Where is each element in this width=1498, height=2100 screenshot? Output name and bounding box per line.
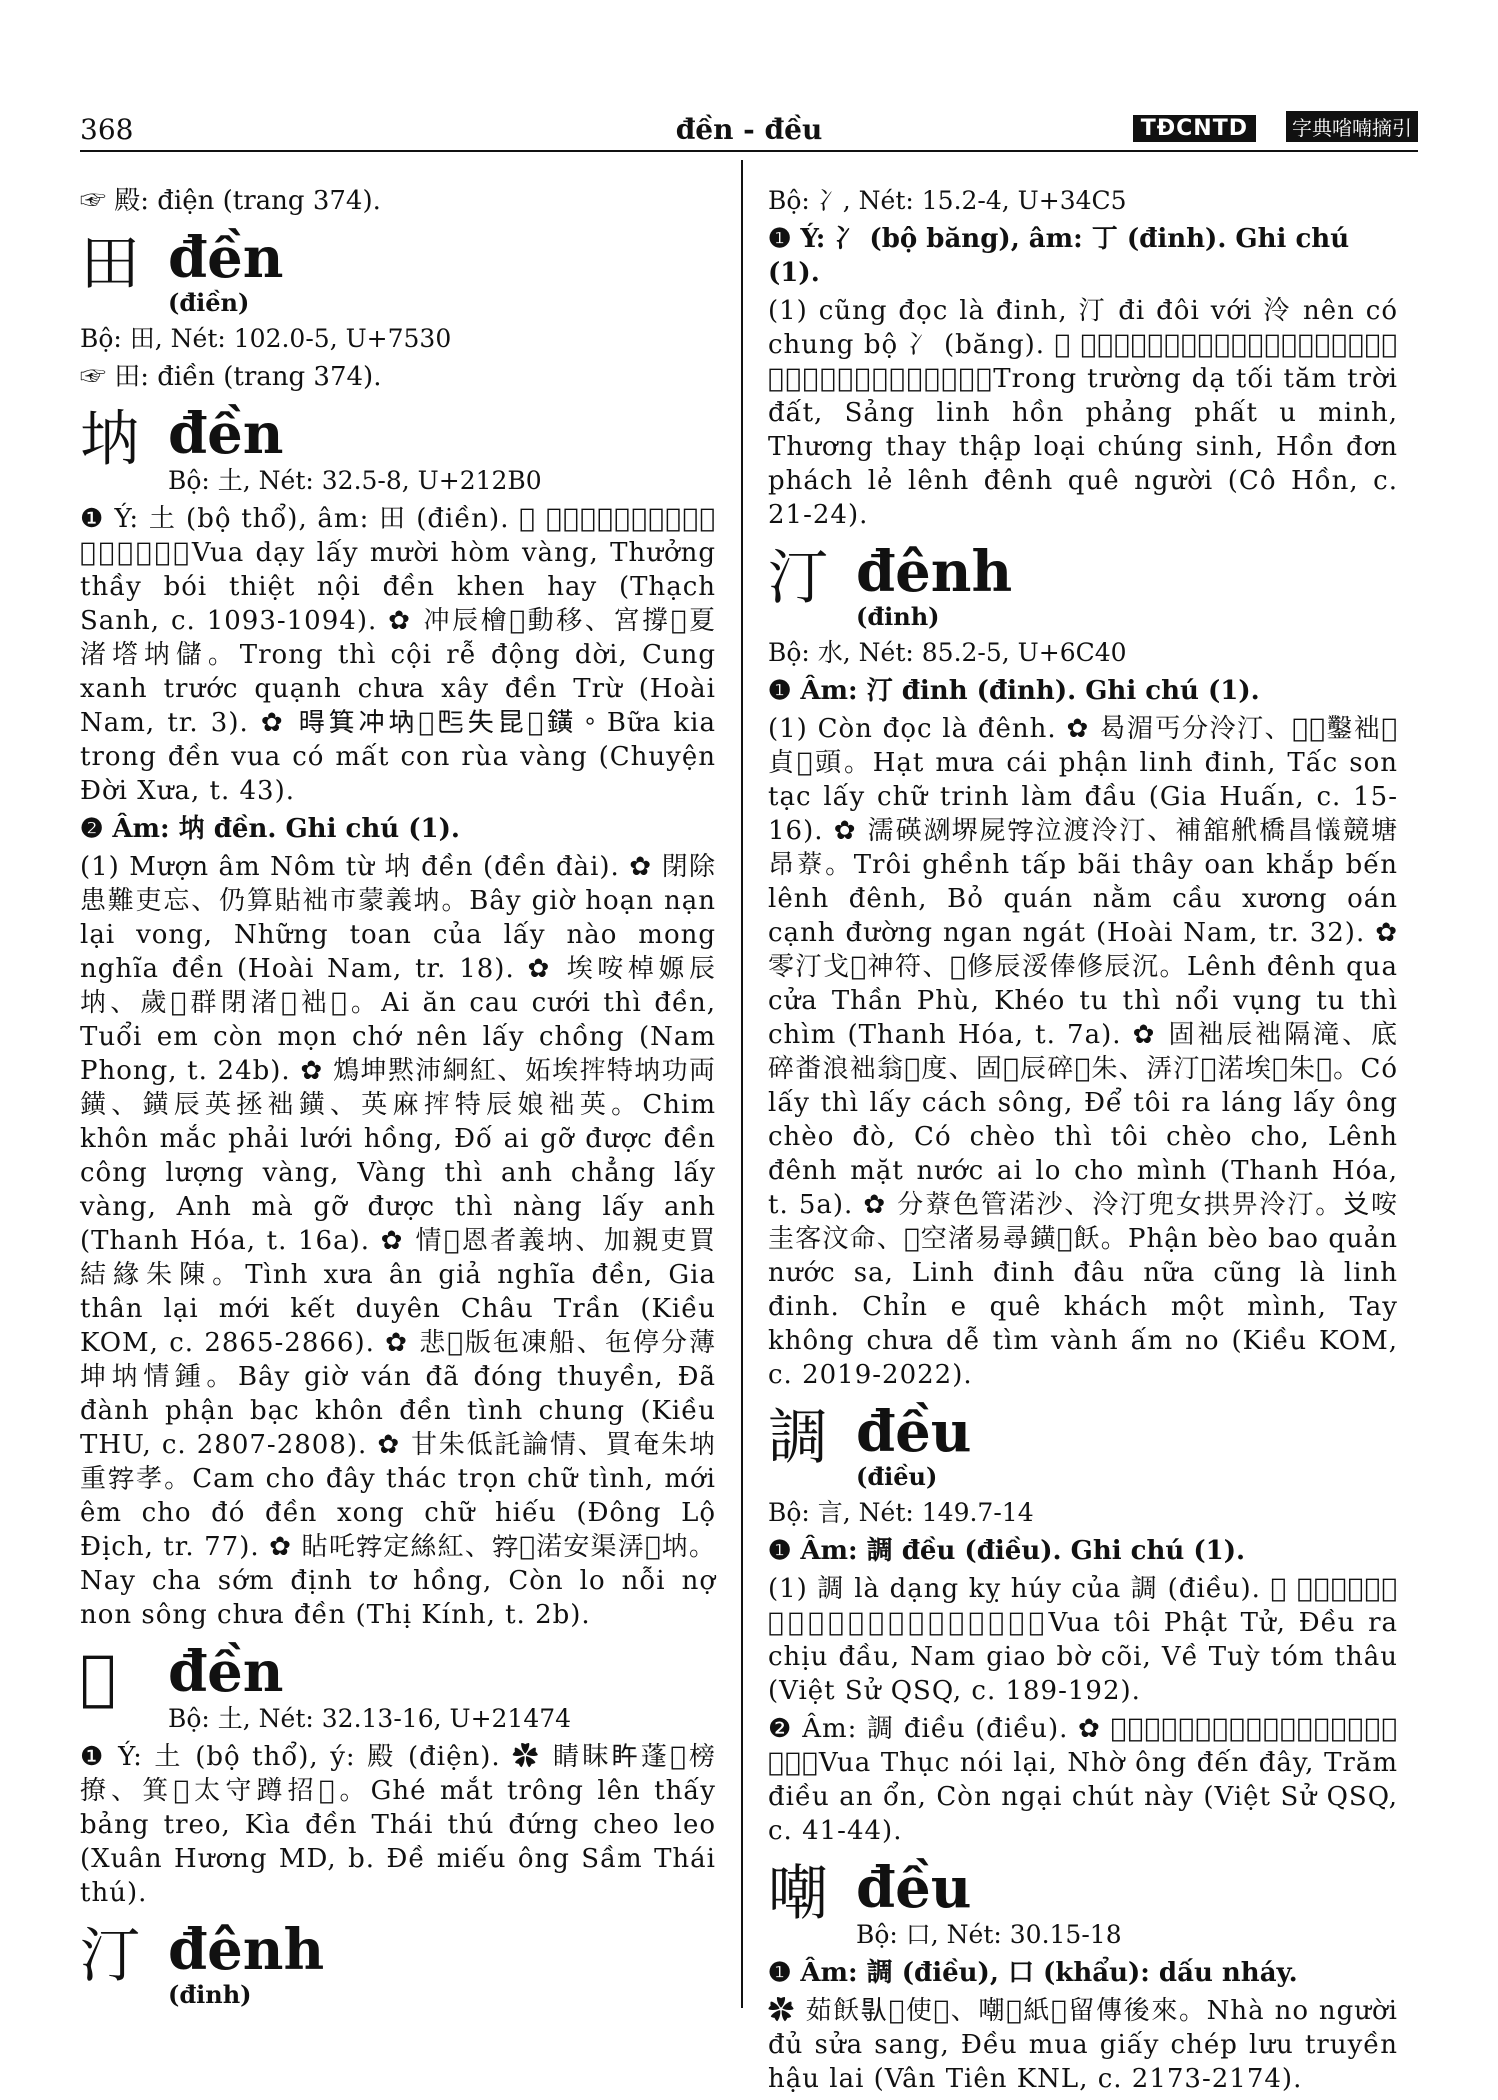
running-title: đền - đều: [675, 113, 823, 146]
left-column: [80, 184, 716, 2014]
radical-info: Bộ: 言, Nét: 149.7-14: [768, 1498, 1034, 1527]
headword: đền: [168, 1639, 284, 1705]
headword: đênh: [856, 539, 1013, 605]
entry-heading: [80, 225, 716, 318]
entry-heading: [80, 401, 716, 498]
cross-reference: ☞ 田: điền (trang 374).: [80, 362, 382, 392]
publisher-logo: TĐCNTD: [1133, 115, 1256, 142]
sense-1-heading: ❶ Âm: 調 (điều), 口 (khẩu): dấu nháy.: [768, 1958, 1298, 1988]
headword-reading: (đinh): [856, 602, 940, 631]
headword-reading: (điều): [856, 1462, 938, 1491]
entry-heading: [768, 1855, 1398, 1952]
right-column: [768, 184, 1398, 2100]
entry-heading: [80, 1639, 716, 1736]
head-character: 田: [80, 229, 140, 299]
radical-info: Bộ: 土, Nét: 32.13-16, U+21474: [168, 1704, 572, 1733]
sense-1: ❶ Ý: 土 (bộ thổ), âm: 田 (điền). ✿ 𢬣𠰍袦𨕭𠄼鐄、賞柴𨁪實內㘨𠯹台。Vua dạy lấy mười hòm vàng, Thưởng thầy bói thiệt nội đền khen hay (Thạch Sanh, c. 1093-1094). ✿ 冲辰檜𣘈動移、宮撐𥾽夏渚㙮㘨儲。Trong thì cội rễ động dời, Cung xanh trước quạnh chưa xây đền Trừ (Hoài Nam, tr. 3). ✿ 𣈜箕冲㘨𢬣𠀧失昆𪛇鐄。Bữa kia trong đền vua có mất con rùa vàng (Chuyện Đời Xưa, t. 43).: [80, 504, 716, 806]
dictionary-logo: 字典㗂喃摘引: [1286, 111, 1418, 142]
headword: đền: [168, 401, 284, 467]
entry-heading: [768, 1399, 1398, 1492]
radical-info: Bộ: 田, Nét: 102.0-5, U+7530: [80, 324, 452, 353]
headword: đênh: [168, 1917, 325, 1983]
headword-reading: (đinh): [168, 1980, 252, 2009]
sense-1: ✿ 茹飫𠊛𠹾使𨔈、嘲𧵑紙𢪀留傳後來。Nhà no người đủ sửa sang, Đều mua giấy chép lưu truyền hậu lai (Vân Tiên KNL, c. 2173-2174).: [768, 1996, 1398, 2094]
head-character: 㘨: [80, 405, 140, 475]
cross-reference: ☞ 殿: điện (trang 374).: [80, 186, 381, 216]
sense-1: ❶ Ý: 土 (bộ thổ), ý: 殿 (điện). ✿ 睛眜𥄭蓬𧡊榜撩、箕𡐙太守蹲招𧿆。Ghé mắt trông lên thấy bảng treo, Kìa đền Thái thú đứng cheo leo (Xuân Hương MD, b. Đề miếu ông Sầm Thái thú).: [80, 1742, 716, 1908]
radical-info: Bộ: 水, Nét: 85.2-5, U+6C40: [768, 638, 1127, 667]
headword-reading: (điền): [168, 288, 250, 317]
page-number: 368: [80, 113, 134, 146]
sense-1-heading: ❶ Ý: 冫 (bộ băng), âm: 丁 (đinh). Ghi chú (1).: [768, 224, 1350, 288]
radical-info: Bộ: 土, Nét: 32.5-8, U+212B0: [168, 466, 542, 495]
entry-heading: [768, 539, 1398, 632]
sense-2: (1) Mượn âm Nôm từ 㘨 đền (đền đài). ✿ 閉除患難吏忘、仍算貼袦市蒙義㘨。Bây giờ hoạn nạn lại vong, Những toan của lấy nào mong nghĩa đền (Hoài Nam, tr. 18). ✿ 埃咹棹嫄辰㘨、歲𡛔群閉渚𤵺袦𡥵。Ai ăn cau cưới thì đền, Tuổi em còn mọn chớ nên lấy chồng (Nam Phong, t. 24b). ✿ 鴆坤黙沛絅紅、妬埃𢭂特㘨功両鐄、鐄辰英拯袦鐄、英麻𢭂特辰娘袦英。Chim khôn mắc phải lưới hồng, Đố ai gỡ được đền công lượng vàng, Vàng thì anh chẳng lấy vàng, Anh mà gỡ được thì nàng lấy anh (Thanh Hóa, t. 16a). ✿ 情𠸗恩者義㘨、加親吏買結緣朱陳。Tình xưa ân giả nghĩa đền, Gia thân lại mới kết duyên Châu Trần (Kiều KOM, c. 2865-2866). ✿ 悲𣇞版㐌凍船、㐌停分薄坤㘨情鍾。Bây giờ ván đã đóng thuyền, Đã đành phận bạc khôn đền tình chung (Kiều THU, c. 2807-2808). ✿ 甘朱低託論情、買奄朱㘨重𡦂孝。Cam cho đây thác trọn chữ tình, mới êm cho đó đền xong chữ hiếu (Đông Lộ Địch, tr. 77). ✿ 䀡吒𡦂定絲紅、𡦂𢚸渃安渠㳥𡗶㘨。Nay cha sớm định tơ hồng, Còn lo nỗi nợ non sông chưa đền (Thị Kính, t. 2b).: [80, 852, 716, 1630]
sense-1-heading: ❶ Âm: 調 đều (điều). Ghi chú (1).: [768, 1536, 1246, 1566]
head-character: 嘲: [768, 1859, 828, 1929]
headword: đều: [856, 1399, 972, 1465]
head-character: 𡐙: [80, 1643, 117, 1713]
radical-info: Bộ: 口, Nét: 30.15-18: [856, 1920, 1122, 1949]
sense-1: (1) Còn đọc là đênh. ✿ 曷湄丐分泠汀、𦲿𦀼鑿袦𡨹貞𡗉頭。Hạt mưa cái phận linh đinh, Tấc son tạc lấy chữ trinh làm đầu (Gia Huấn, c. 15-16). ✿ 濡碤𣸠堺屍𡨸泣渡泠汀、補舘𦨮橋昌𢣂競塘昂𦼔。Trôi ghềnh tấp bãi thây oan khắp bến lênh đênh, Bỏ quán nằm cầu xương oán cạnh đường ngan ngát (Hoài Nam, tr. 32). ✿ 零汀戈𦋦神符、𥪝修辰浽俸修辰沉。Lênh đênh qua cửa Thần Phù, Khéo tu thì nổi vụng tu thì chìm (Thanh Hóa, t. 7a). ✿ 固袦辰袦隔滝、底碎畨浪袦翁𢭮度、固𢭮辰碎𢭮朱、㳥汀𩈘渃埃𢚸朱𨉓。Có lấy thì lấy cách sông, Để tôi ra láng lấy ông chèo đò, Có chèo thì tôi chèo cho, Lênh đênh mặt nước ai lo cho mình (Thanh Hóa, t. 5a). ✿ 分𦼔色管渃沙、泠汀兜女拱畀泠汀。𠬠咹圭客汶命、𢬣空渚易尋鐄𩛷飫。Phận bèo bao quản nước sa, Linh đinh đâu nữa cũng là linh đinh. Chỉn e quê khách một mình, Tay không chưa dễ tìm vành ấm no (Kiều KOM, c. 2019-2022).: [768, 714, 1398, 1390]
radical-info: Bộ: 冫, Nét: 15.2-4, U+34C5: [768, 186, 1127, 215]
sense-1: (1) cũng đọc là đinh, 汀 đi đôi với 泠 nên có chung bộ 冫 (băng). ✿ 𠻵長夜最心𥐥坦、爽靈魂彷彿幽冥、傷台十類眾生、魂單魄禮泠汀圭𠊚。Trong trường dạ tối tăm trời đất, Sảng linh hồn phảng phất u minh, Thương thay thập loại chúng sinh, Hồn đơn phách lẻ lênh đênh quê người (Cô Hồn, c. 21-24).: [768, 296, 1398, 530]
sense-2-heading: ❷ Âm: 㘨 đền. Ghi chú (1).: [80, 814, 460, 844]
head-character: 調: [768, 1403, 828, 1473]
sense-2: ❷ Âm: 調 điều (điều). ✿ 𢬣蜀吶吏、𠅍翁典低、𤾓調安穩、群礙𡭧尼。Vua Thục nói lại, Nhờ ông đến đây, Trăm điều an ổn, Còn ngại chút này (Việt Sử QSQ, c. 41-44).: [768, 1714, 1398, 1846]
head-character: 汀: [80, 1921, 140, 1991]
column-divider: [741, 160, 743, 2008]
head-character: 汀: [768, 543, 828, 613]
headword: đều: [856, 1855, 972, 1921]
entry-heading: [80, 1917, 716, 2010]
headword: đền: [168, 225, 284, 291]
sense-1: (1) 調 là dạng kỵ húy của 調 (điều). ✿ 𢬣碎佛子、調𨁡𢮿投、南交坡堺、𢭮隋𢯦收。Vua tôi Phật Tử, Đều ra chịu đầu, Nam giao bờ cõi, Về Tuỳ tóm thâu (Việt Sử QSQ, c. 189-192).: [768, 1574, 1398, 1706]
sense-1-heading: ❶ Âm: 汀 đinh (đinh). Ghi chú (1).: [768, 676, 1260, 706]
page-header: [80, 106, 1418, 152]
